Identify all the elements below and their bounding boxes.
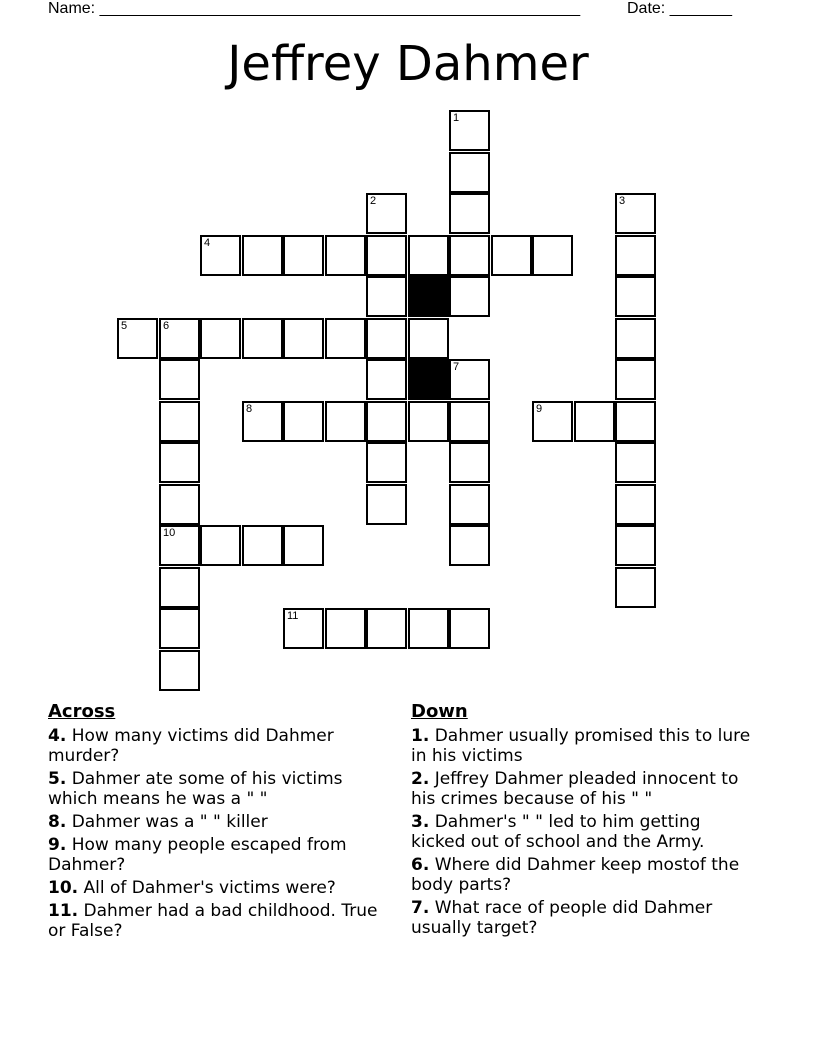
clue-number: 1. [411,726,430,746]
crossword-cell[interactable] [532,401,573,442]
crossword-cell[interactable] [449,608,490,649]
crossword-cell[interactable] [325,318,366,359]
crossword-cell[interactable] [449,110,490,151]
clue-text: Jeffrey Dahmer pleaded innocent to his crimes because of his " " [411,769,739,809]
across-clue [48,878,393,898]
clue-text: Dahmer was a " " killer [66,812,268,832]
crossword-cell[interactable] [159,650,200,691]
crossword-cell[interactable] [449,525,490,566]
clue-number: 6. [411,855,430,875]
crossword-cell[interactable] [283,235,324,276]
crossword-cell[interactable] [200,318,241,359]
crossword-cell[interactable] [283,525,324,566]
clue-text: How many people escaped from Dahmer? [48,835,347,875]
crossword-cell[interactable] [615,401,656,442]
date-field-label: Date: _______ [627,0,732,17]
crossword-cell[interactable] [242,525,283,566]
crossword-cell[interactable] [159,359,200,400]
across-clue [48,835,393,875]
crossword-cell[interactable] [615,276,656,317]
crossword-cell[interactable] [615,193,656,234]
crossword-cell[interactable] [615,235,656,276]
crossword-cell[interactable] [159,484,200,525]
across-clue-list [48,726,408,941]
crossword-cell[interactable] [574,401,615,442]
crossword-cell[interactable] [449,235,490,276]
crossword-cell[interactable] [159,442,200,483]
across-clue [48,726,393,766]
clue-text: Dahmer ate some of his victims which means he was a " " [48,769,343,809]
crossword-cell[interactable] [242,401,283,442]
clue-number: 4. [48,726,67,746]
black-square [408,359,449,400]
crossword-cell[interactable] [532,235,573,276]
crossword-cell[interactable] [366,318,407,359]
crossword-cell[interactable] [366,484,407,525]
down-clue [411,855,756,895]
crossword-cell[interactable] [117,318,158,359]
clue-number: 9. [48,835,67,855]
clue-number: 6 [163,320,170,332]
clue-number: 5. [48,769,67,789]
clue-text: Dahmer had a bad childhood. True or False? [48,901,378,941]
crossword-cell[interactable] [449,359,490,400]
crossword-cell[interactable] [159,567,200,608]
down-clue [411,769,756,809]
down-clues [411,700,771,941]
down-clue [411,726,756,766]
across-heading: Across [48,701,116,722]
crossword-cell[interactable] [366,442,407,483]
clue-number: 3. [411,812,430,832]
across-clues [48,700,408,944]
clue-number: 7. [411,898,430,918]
crossword-cell[interactable] [366,276,407,317]
crossword-cell[interactable] [325,401,366,442]
across-clue [48,901,393,941]
clue-number: 2. [411,769,430,789]
clue-text: What race of people did Dahmer usually target? [411,898,713,938]
crossword-cell[interactable] [408,608,449,649]
crossword-cell[interactable] [200,525,241,566]
crossword-cell[interactable] [283,608,324,649]
crossword-cell[interactable] [366,401,407,442]
crossword-cell[interactable] [159,525,200,566]
crossword-cell[interactable] [408,235,449,276]
crossword-cell[interactable] [449,401,490,442]
crossword-cell[interactable] [366,235,407,276]
clue-text: Dahmer usually promised this to lure in his victims [411,726,751,766]
crossword-cell[interactable] [366,193,407,234]
crossword-cell[interactable] [449,484,490,525]
crossword-cell[interactable] [408,401,449,442]
crossword-cell[interactable] [283,401,324,442]
crossword-cell[interactable] [366,359,407,400]
crossword-cell[interactable] [615,567,656,608]
crossword-cell[interactable] [325,235,366,276]
crossword-cell[interactable] [366,608,407,649]
clue-number: 4 [204,237,211,249]
black-square [408,276,449,317]
crossword-cell[interactable] [325,608,366,649]
crossword-cell[interactable] [615,525,656,566]
crossword-cell[interactable] [283,318,324,359]
down-clue-list [411,726,771,938]
crossword-cell[interactable] [615,484,656,525]
down-heading: Down [411,701,468,722]
clue-number: 8. [48,812,67,832]
crossword-cell[interactable] [449,193,490,234]
clue-number: 3 [619,195,626,207]
across-clue [48,769,393,809]
crossword-cell[interactable] [159,401,200,442]
clue-text: All of Dahmer's victims were? [78,878,336,898]
clue-number: 8 [246,403,253,415]
clue-number: 1 [453,112,460,124]
crossword-cell[interactable] [449,442,490,483]
crossword-cell[interactable] [491,235,532,276]
crossword-cell[interactable] [615,318,656,359]
clue-number: 10. [48,878,79,898]
crossword-cell[interactable] [159,318,200,359]
across-clue [48,812,393,832]
clue-number: 11 [287,610,299,622]
clue-number: 2 [370,195,377,207]
clue-number: 5 [121,320,128,332]
clue-text: How many victims did Dahmer murder? [48,726,334,766]
crossword-cell[interactable] [449,152,490,193]
crossword-cell[interactable] [615,359,656,400]
clue-number: 9 [536,403,543,415]
down-clue [411,812,756,852]
crossword-cell[interactable] [242,318,283,359]
crossword-cell[interactable] [159,608,200,649]
clue-text: Dahmer's " " led to him getting kicked out of school and the Army. [411,812,705,852]
name-field-label: Name: ______________________________________________________ [48,0,581,17]
crossword-cell[interactable] [408,318,449,359]
down-clue [411,898,756,938]
crossword-cell[interactable] [242,235,283,276]
clue-text: Where did Dahmer keep mostof the body parts? [411,855,740,895]
crossword-cell[interactable] [200,235,241,276]
clue-number: 11. [48,901,79,921]
crossword-cell[interactable] [615,442,656,483]
crossword-cell[interactable] [449,276,490,317]
page-title: Jeffrey Dahmer [227,36,589,92]
clue-number: 10 [163,527,176,539]
clue-number: 7 [453,361,460,373]
